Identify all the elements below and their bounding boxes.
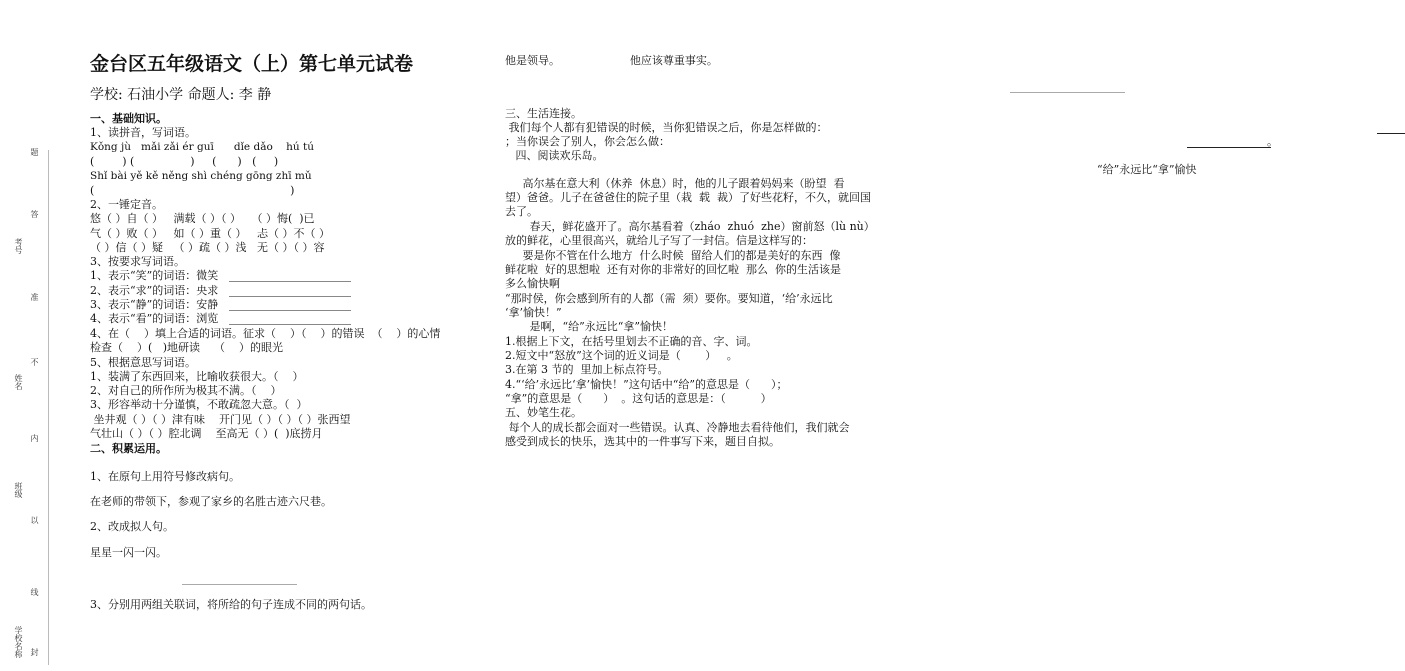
- question-4-line-1[interactable]: 4、在（ ）填上合适的词语。征求（ ）（ ）的错误 （ ）的心情: [90, 327, 441, 340]
- margin-label-bu: 不: [30, 358, 39, 366]
- margin-label-feng: 封: [30, 648, 39, 656]
- margin-label-class: 班级: [14, 482, 23, 498]
- paragraph-4-line-1[interactable]: “那时侯，你会感到所有的人都（需 须）要你。要知道，‘给’永远比: [505, 292, 833, 305]
- meaning-row-2[interactable]: 2、对自己的所作所为极其不满。（ ）: [90, 384, 282, 397]
- paragraph-1-line-3: 去了。: [505, 205, 538, 218]
- paragraph-1-line-2[interactable]: 望）爸爸。儿子在爸爸住的院子里（栽 载 裁）了好些花籽，不久，就回国: [505, 191, 871, 204]
- reading-question-4-line-1[interactable]: 4.“‘给’永远比‘拿’愉快！”这句话中“给”的意思是（ ）；: [505, 378, 788, 391]
- paragraph-3-line-1[interactable]: 要是你不管在什么地方 什么时候 留给人们的都是美好的东西 像: [505, 249, 841, 262]
- section-accumulation: 二、积累运用。: [90, 442, 167, 455]
- pinyin-row-2: Shǐ bài yě kě něng shì chéng gōng zhī mǔ: [90, 170, 312, 182]
- meaning-row-1[interactable]: 1、装满了东西回来，比喻收获很大。（ ）: [90, 370, 304, 383]
- idiom-row-2[interactable]: 气（ ）败（ ） 如（ ）重（ ） 忐（ ）不（ ）: [90, 227, 330, 240]
- section-basic-knowledge: 一、基础知识。: [90, 112, 167, 125]
- paragraph-5: 是啊，“给”永远比“拿”愉快！: [505, 320, 673, 333]
- word-row-2: 2、表示“求”的词语：央求: [90, 284, 219, 297]
- margin-label-school-name: 学校名称: [14, 626, 23, 658]
- margin-label-da: 答: [30, 210, 39, 218]
- question-5: 5、根据意思写词语。: [90, 356, 196, 369]
- margin-label-nei: 内: [30, 434, 39, 442]
- paragraph-3-line-3: 多么愉快啊: [505, 277, 560, 290]
- margin-label-exam-number: 考号: [14, 238, 23, 254]
- task-2-sentence: 星星一闪一闪。: [90, 546, 167, 559]
- word-blank-1[interactable]: [229, 281, 351, 282]
- task-1-sentence[interactable]: 在老师的带领下，参观了家乡的名胜古迹六尺巷。: [90, 495, 332, 508]
- question-3: 3、按要求写词语。: [90, 255, 185, 268]
- answer-line-task-2[interactable]: [182, 584, 297, 585]
- paragraph-2-line-2: 放的鲜花，心里很高兴，就给儿子写了一封信。信是这样写的：: [505, 234, 813, 247]
- word-blank-2[interactable]: [229, 296, 351, 297]
- margin-label-xian: 线: [30, 588, 39, 596]
- reading-question-2[interactable]: 2.短文中“怒放”这个词的近义词是（ ） 。: [505, 349, 738, 362]
- section-writing: 五、妙笔生花。: [505, 406, 582, 419]
- idiom-row-3[interactable]: （ ）信（ ）疑 （ ）疏（ ）浅 无（ ）（ ）容: [90, 241, 325, 254]
- margin-label-zhun: 准: [30, 293, 39, 301]
- task-3: 3、分别用两组关联词，将所给的句子连成不同的两句话。: [90, 598, 372, 611]
- binding-margin-line: [48, 150, 49, 665]
- question-4-line-2[interactable]: 检查（ ）( )地研读 （ ）的眼光: [90, 341, 284, 354]
- conjunction-sentences: 他是领导。 他应该尊重事实。: [505, 54, 718, 67]
- life-answer-blank-2[interactable]: [1187, 147, 1271, 148]
- reading-question-1: 1.根据上下文，在括号里划去不正确的音、字、词。: [505, 335, 758, 348]
- word-row-3: 3、表示“静”的词语：安静: [90, 298, 219, 311]
- word-blank-4[interactable]: [229, 324, 351, 325]
- word-row-1: 1、表示“笑”的词语：微笑: [90, 269, 219, 282]
- life-answer-blank-1[interactable]: [1377, 133, 1405, 134]
- meaning-row-3[interactable]: 3、形容举动十分谨慎，不敢疏忽大意。（ ）: [90, 398, 308, 411]
- composition-prompt-line-1: 每个人的成长都会面对一些错误。认真、冷静地去看待他们，我们就会: [505, 421, 850, 434]
- question-1: 1、读拼音，写词语。: [90, 126, 196, 139]
- life-question-line-1: 我们每个人都有犯错误的时候，当你犯错误之后，你是怎样做的：: [505, 121, 828, 134]
- section-reading: 四、阅读欢乐岛。: [505, 149, 604, 162]
- question-2: 2、一锤定音。: [90, 198, 163, 211]
- reading-question-3: 3.在第 3 节的 里加上标点符号。: [505, 363, 669, 376]
- idiom-fill-row-1[interactable]: 坐井观（ ）（ ）津有味 开门见（ ）（ ）（ ）张西望: [90, 413, 351, 426]
- paragraph-2-line-1[interactable]: 春天，鲜花盛开了。高尔基看着（zháo zhuó zhe）窗前怒（lù nù）: [505, 220, 875, 233]
- paragraph-3-line-2[interactable]: 鲜花啦 好的思想啦 还有对你的非常好的回忆啦 那么 你的生活该是: [505, 263, 841, 276]
- school-line: 学校: 石油小学 命题人: 李 静: [90, 87, 272, 103]
- answer-line-conjunction[interactable]: [1010, 92, 1125, 93]
- paragraph-4-line-2: ‘拿’愉快！”: [505, 306, 562, 319]
- task-2: 2、改成拟人句。: [90, 520, 174, 533]
- idiom-fill-row-2[interactable]: 气壮山（ ）（ ）腔北调 至高无（ ）( )底捞月: [90, 427, 323, 440]
- margin-label-ti: 题: [30, 148, 39, 156]
- margin-label-name: 姓名: [14, 374, 23, 390]
- pinyin-row-1: Kǒng jù mǎi zǎi ér guī dǐe dǎo hú tú: [90, 141, 314, 153]
- pinyin-answer-row-1[interactable]: ( ) ( ) ( ) ( ): [90, 155, 279, 168]
- margin-label-yi: 以: [30, 516, 39, 524]
- reading-question-4-line-2[interactable]: “拿”的意思是（ ） 。这句话的意思是：（ ）: [505, 392, 772, 405]
- paragraph-1-line-1[interactable]: 高尔基在意大利（休养 休息）时，他的儿子跟着妈妈来（盼望 看: [505, 177, 845, 190]
- section-life-connection: 三、生活连接。: [505, 107, 582, 120]
- task-1: 1、在原句上用符号修改病句。: [90, 470, 240, 483]
- story-title: “给”永远比“拿”愉快: [1097, 163, 1197, 176]
- pinyin-answer-row-2[interactable]: ( ): [90, 184, 295, 197]
- exam-title: 金台区五年级语文（上）第七单元试卷: [90, 53, 414, 75]
- idiom-row-1[interactable]: 悠（ ）自（ ） 满载（ ）（ ） （ ）悔( )已: [90, 212, 315, 225]
- life-question-end: 。: [1267, 135, 1278, 148]
- composition-prompt-line-2: 感受到成长的快乐，选其中的一件事写下来，题目自拟。: [505, 435, 780, 448]
- life-question-line-2: ；当你误会了别人，你会怎么做：: [505, 135, 670, 148]
- word-blank-3[interactable]: [229, 310, 351, 311]
- word-row-4: 4、表示“看”的词语：浏览: [90, 312, 219, 325]
